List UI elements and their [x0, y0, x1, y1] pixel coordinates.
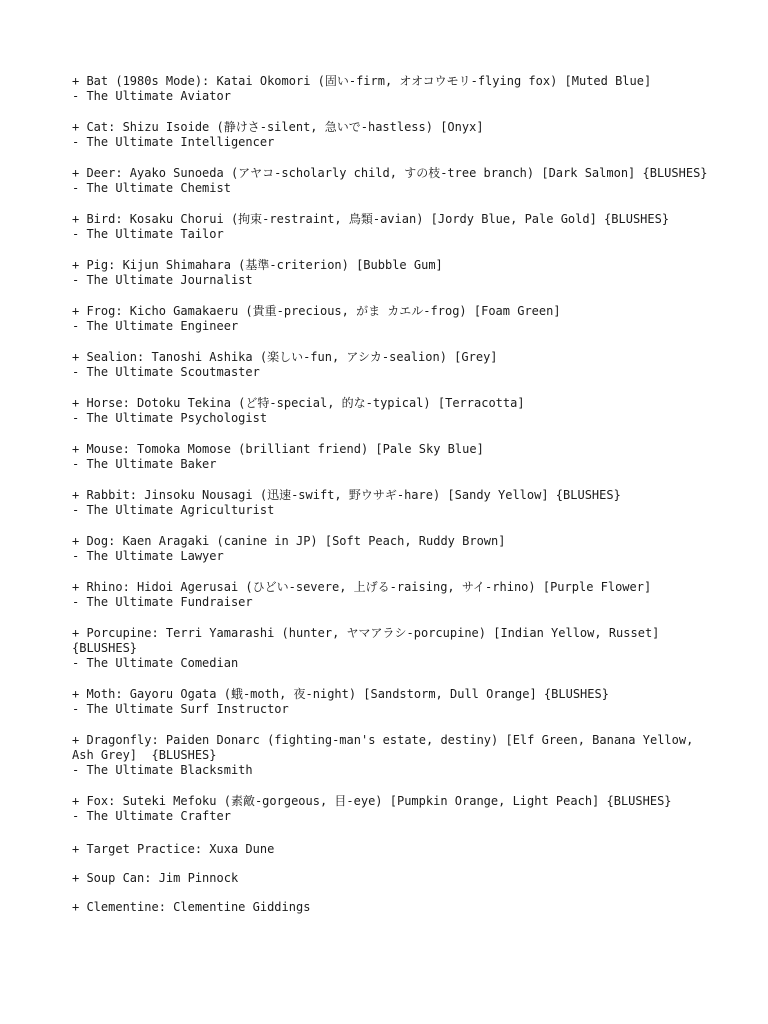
- character-entry: [72, 687, 712, 717]
- character-header: + Bat (1980s Mode): Katai Okomori (固い-firm, オオコウモリ-flying fox) [Muted Blue]: [72, 74, 652, 88]
- extra-item: + Clementine: Clementine Giddings: [72, 900, 311, 914]
- character-header: + Fox: Suteki Mefoku (素敵-gorgeous, 目-eye) [Pumpkin Orange, Light Peach] {BLUSHES}: [72, 794, 672, 808]
- character-header: + Sealion: Tanoshi Ashika (楽しい-fun, アシカ-sealion) [Grey]: [72, 350, 498, 364]
- character-header: + Bird: Kosaku Chorui (拘束-restraint, 鳥類-avian) [Jordy Blue, Pale Gold] {BLUSHES}: [72, 212, 670, 226]
- character-entry: [72, 794, 712, 824]
- character-header: + Deer: Ayako Sunoeda (アヤコ-scholarly child, すの枝-tree branch) [Dark Salmon] {BLUSHES}: [72, 166, 708, 180]
- character-entry: [72, 534, 712, 564]
- character-entry: [72, 120, 712, 150]
- character-title: - The Ultimate Scoutmaster: [72, 365, 260, 379]
- character-title: - The Ultimate Crafter: [72, 809, 231, 823]
- document-page: [72, 74, 712, 929]
- character-entry: [72, 166, 712, 196]
- character-header: + Cat: Shizu Isoide (静けさ-silent, 急いで-hastless) [Onyx]: [72, 120, 484, 134]
- character-header: + Rhino: Hidoi Agerusai (ひどい-severe, 上げる-raising, サイ-rhino) [Purple Flower]: [72, 580, 652, 594]
- character-title: - The Ultimate Intelligencer: [72, 135, 275, 149]
- character-entry: [72, 580, 712, 610]
- character-title: - The Ultimate Lawyer: [72, 549, 224, 563]
- extra-item: + Soup Can: Jim Pinnock: [72, 871, 239, 885]
- extra-list: [72, 842, 712, 915]
- character-title: - The Ultimate Journalist: [72, 273, 253, 287]
- character-entry: [72, 626, 712, 671]
- character-header: + Rabbit: Jinsoku Nousagi (迅速-swift, 野ウサギ-hare) [Sandy Yellow] {BLUSHES}: [72, 488, 621, 502]
- character-header: + Horse: Dotoku Tekina (ど特-special, 的な-typical) [Terracotta]: [72, 396, 525, 410]
- character-entry: [72, 74, 712, 104]
- character-entry: [72, 212, 712, 242]
- character-title: - The Ultimate Engineer: [72, 319, 239, 333]
- character-list: [72, 74, 712, 824]
- character-header: + Porcupine: Terri Yamarashi (hunter, ヤマアラシ-porcupine) [Indian Yellow, Russet] {BLUSHES}: [72, 626, 667, 655]
- character-entry: [72, 488, 712, 518]
- character-header: + Dragonfly: Paiden Donarc (fighting-man's estate, destiny) [Elf Green, Banana Yellow, Ash Grey] {BLUSHES}: [72, 733, 701, 762]
- character-title: - The Ultimate Comedian: [72, 656, 239, 670]
- character-title: - The Ultimate Agriculturist: [72, 503, 275, 517]
- character-header: + Moth: Gayoru Ogata (蛾-moth, 夜-night) [Sandstorm, Dull Orange] {BLUSHES}: [72, 687, 609, 701]
- character-title: - The Ultimate Psychologist: [72, 411, 268, 425]
- character-title: - The Ultimate Tailor: [72, 227, 224, 241]
- character-entry: [72, 733, 712, 778]
- character-entry: [72, 442, 712, 472]
- character-header: + Pig: Kijun Shimahara (基準-criterion) [Bubble Gum]: [72, 258, 443, 272]
- character-entry: [72, 396, 712, 426]
- character-title: - The Ultimate Chemist: [72, 181, 231, 195]
- character-entry: [72, 304, 712, 334]
- character-header: + Dog: Kaen Aragaki (canine in JP) [Soft Peach, Ruddy Brown]: [72, 534, 506, 548]
- character-header: + Frog: Kicho Gamakaeru (貴重-precious, がま カエル-frog) [Foam Green]: [72, 304, 561, 318]
- character-title: - The Ultimate Baker: [72, 457, 217, 471]
- character-title: - The Ultimate Surf Instructor: [72, 702, 289, 716]
- character-entry: [72, 258, 712, 288]
- character-entry: [72, 350, 712, 380]
- character-title: - The Ultimate Fundraiser: [72, 595, 253, 609]
- character-header: + Mouse: Tomoka Momose (brilliant friend) [Pale Sky Blue]: [72, 442, 484, 456]
- character-title: - The Ultimate Aviator: [72, 89, 231, 103]
- extra-item: + Target Practice: Xuxa Dune: [72, 842, 275, 856]
- character-title: - The Ultimate Blacksmith: [72, 763, 253, 777]
